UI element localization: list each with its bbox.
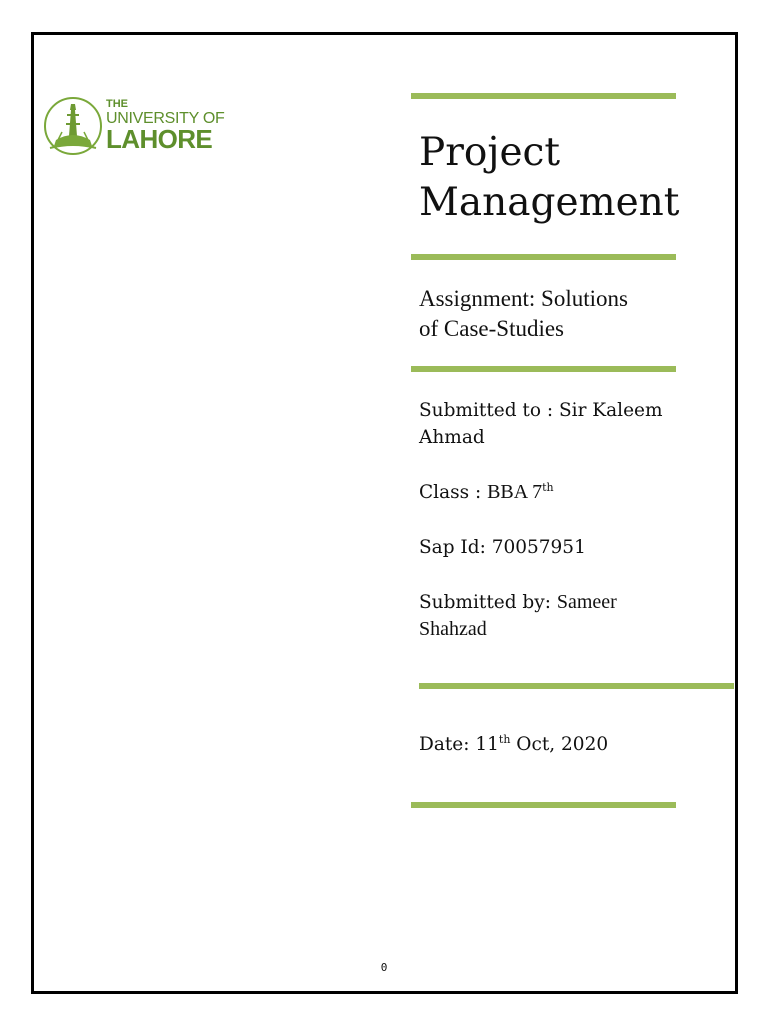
submitted-to-line-1: Submitted to : Sir Kaleem	[419, 400, 663, 421]
class-label: Class :	[419, 482, 488, 503]
document-title	[419, 128, 709, 228]
submitted-to	[419, 397, 684, 451]
title-line-1: Project	[419, 130, 561, 175]
title-line-2: Management	[419, 180, 680, 225]
logo-line-the: THE	[106, 98, 128, 110]
divider-rule-date-top	[419, 683, 734, 689]
submitted-by-first-name: Sameer	[556, 591, 617, 613]
divider-rule-bottom	[411, 802, 676, 808]
submitted-by-last-name: Shahzad	[419, 618, 487, 640]
divider-rule-title	[411, 254, 676, 260]
logo-wordmark	[106, 96, 225, 152]
class-ordinal-suffix: th	[542, 481, 554, 494]
submitted-to-line-2: Ahmad	[419, 427, 485, 448]
logo-line-lahore: LAHORE	[106, 124, 213, 154]
submitted-by-label: Submitted by:	[419, 592, 557, 613]
class-value: BBA 7	[487, 481, 543, 503]
divider-rule-top	[411, 93, 676, 99]
divider-rule-subtitle	[411, 366, 676, 372]
subtitle-line-2: of Case-Studies	[419, 316, 565, 341]
date-label: Date: 11	[419, 734, 499, 755]
assignment-subtitle	[419, 284, 674, 344]
sap-id: Sap Id: 70057951	[419, 537, 586, 558]
submission-date	[419, 731, 684, 758]
subtitle-line-1: Assignment: Solutions	[419, 286, 628, 311]
date-rest: Oct, 2020	[510, 734, 609, 755]
submitted-by	[419, 589, 684, 643]
minar-emblem-icon	[42, 96, 104, 158]
date-ordinal-suffix: th	[498, 733, 511, 746]
class-info	[419, 479, 684, 506]
logo-line-university: UNIVERSITY OF	[106, 110, 225, 127]
university-logo	[42, 96, 234, 158]
page-number: 0	[380, 961, 388, 974]
